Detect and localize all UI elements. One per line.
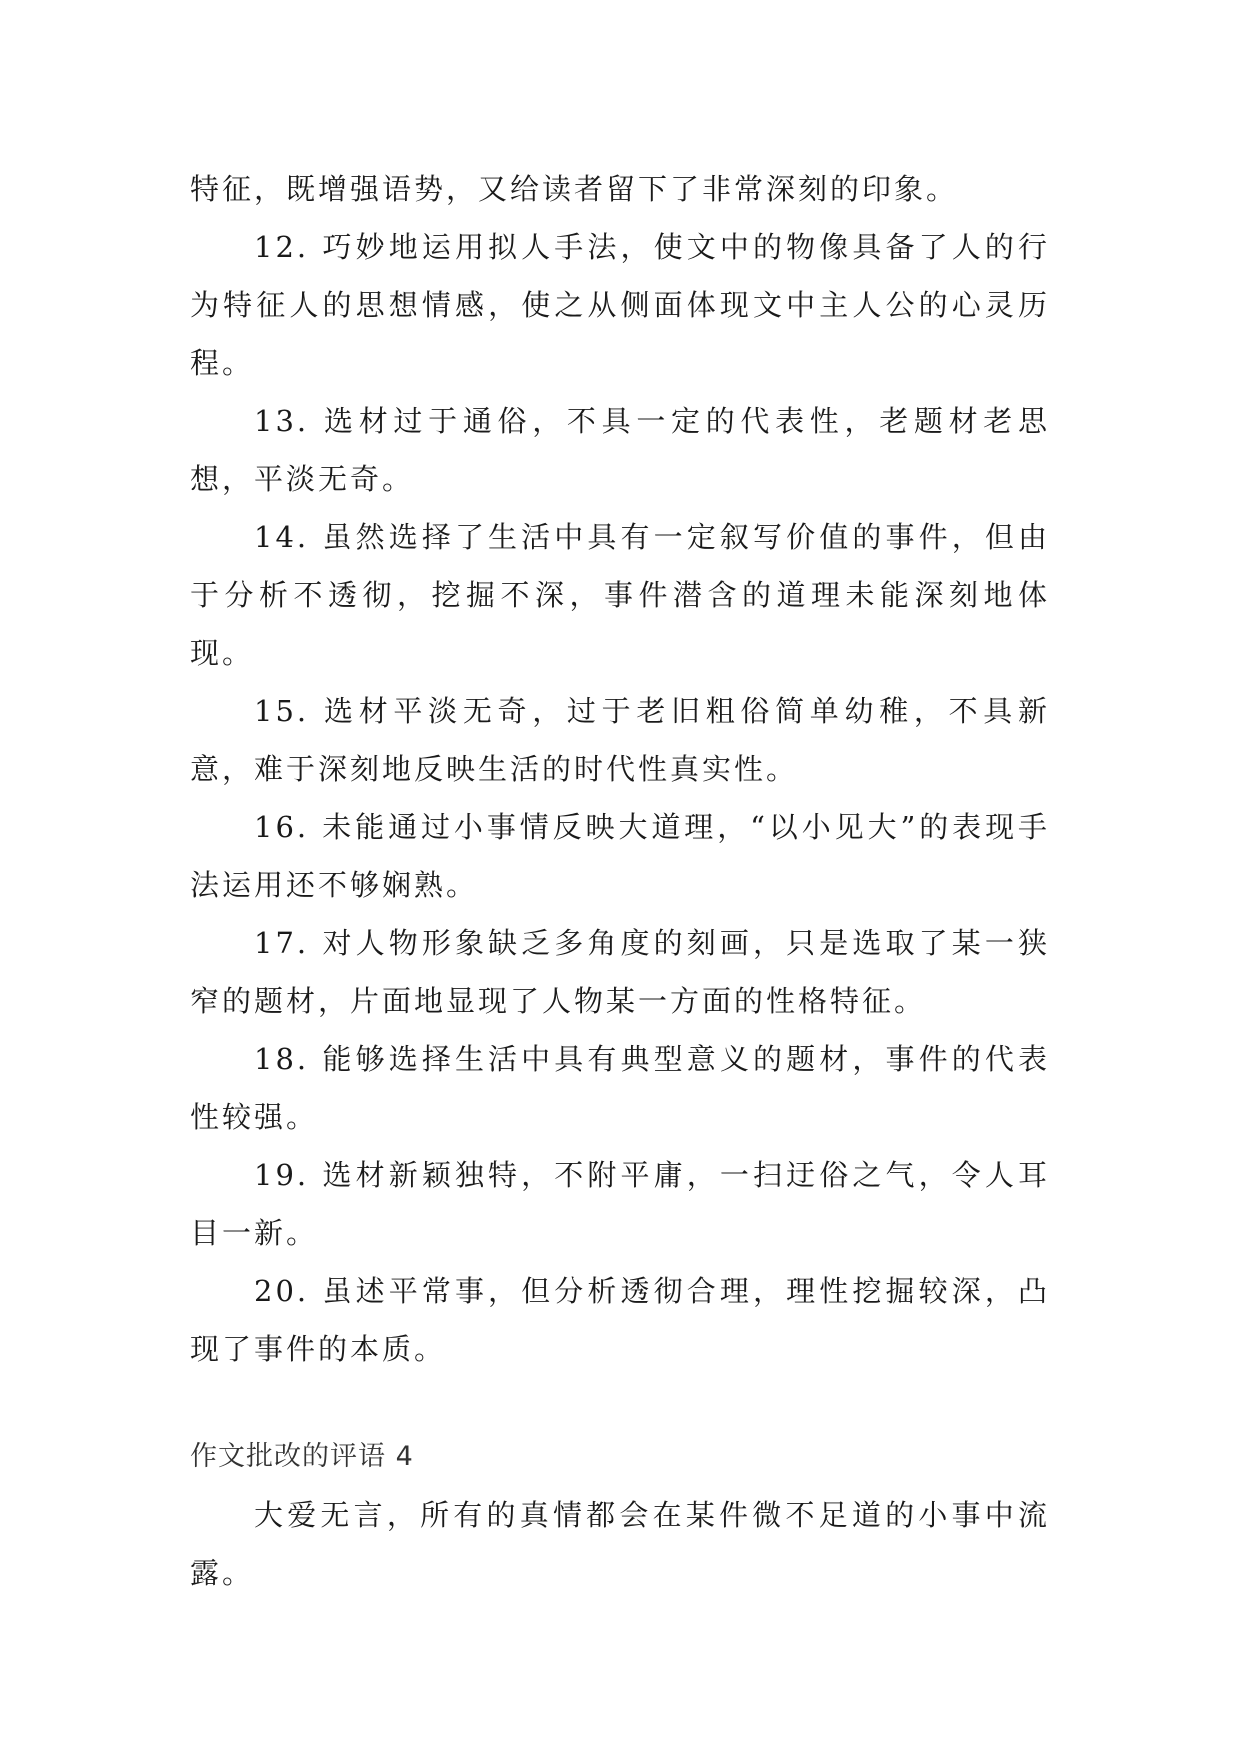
document-page <box>190 160 1050 1602</box>
continuation-paragraph: 特征，既增强语势，又给读者留下了非常深刻的印象。 <box>190 172 959 206</box>
comment-item-19: 19. 选材新颖独特，不附平庸，一扫迂俗之气，令人耳目一新。 <box>190 1158 1050 1250</box>
comment-item-14: 14. 虽然选择了生活中具有一定叙写价值的事件，但由于分析不透彻，挖掘不深，事件潜含的道理未能深刻地体现。 <box>190 520 1050 670</box>
comment-item-12: 12. 巧妙地运用拟人手法，使文中的物像具备了人的行为特征人的思想情感，使之从侧面体现文中主人公的心灵历程。 <box>190 230 1050 380</box>
comment-item-18: 18. 能够选择生活中具有典型意义的题材，事件的代表性较强。 <box>190 1042 1050 1134</box>
comment-item-13: 13. 选材过于通俗，不具一定的代表性，老题材老思想，平淡无奇。 <box>190 404 1050 496</box>
section-body-paragraph: 大爱无言，所有的真情都会在某件微不足道的小事中流露。 <box>190 1498 1050 1590</box>
comment-item-15: 15. 选材平淡无奇，过于老旧粗俗简单幼稚，不具新意，难于深刻地反映生活的时代性真实性。 <box>190 694 1050 786</box>
comment-item-20: 20. 虽述平常事，但分析透彻合理，理性挖掘较深，凸现了事件的本质。 <box>190 1274 1050 1366</box>
comment-item-16: 16. 未能通过小事情反映大道理，“以小见大”的表现手法运用还不够娴熟。 <box>190 810 1050 902</box>
comment-item-17: 17. 对人物形象缺乏多角度的刻画，只是选取了某一狭窄的题材，片面地显现了人物某一方面的性格特征。 <box>190 926 1050 1018</box>
section-heading: 作文批改的评语 4 <box>190 1441 414 1472</box>
